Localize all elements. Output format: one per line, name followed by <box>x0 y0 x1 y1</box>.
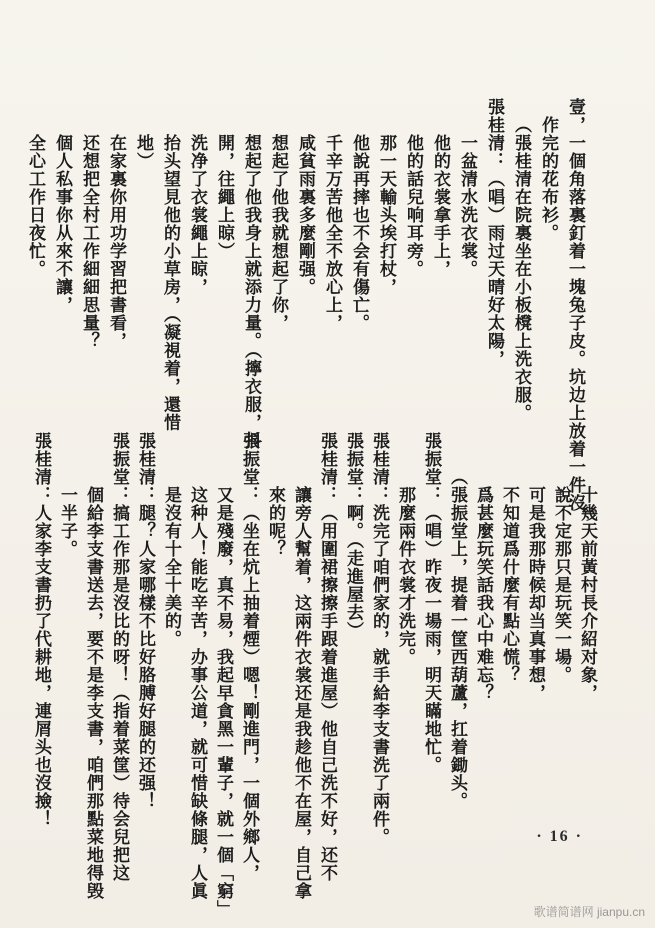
dialogue-column: 張桂清：（用圍裙擦擦手跟着進屋）他自己洗不好，还不 <box>317 432 337 882</box>
dialogue-column: 又是殘廢，真不易，我起早貪黑一輩子，就一個「窮」 <box>213 486 233 918</box>
text-column: 一盆清水洗衣裳。 <box>457 134 477 278</box>
text-column: 全心工作日夜忙。 <box>25 134 45 278</box>
dialogue-column: 讓旁人幫着，这兩件衣裳还是我趁他不在屋，自己拿 <box>291 486 311 900</box>
dialogue-column: 張桂清：洗完了咱們家的，就手給李支書洗了兩件。 <box>369 432 389 846</box>
text-column: 还想把全村工作細細思量？ <box>79 134 99 350</box>
text-column: 想起了他我就想起了你， <box>268 134 288 332</box>
page-number: · 16 · <box>536 828 583 845</box>
text-column: 可是我那時候却当真事想， <box>525 486 545 702</box>
text-column: 千辛万苦他全不放心上， <box>322 134 342 332</box>
text-column: 十幾天前黃村長介紹对象， <box>577 486 597 702</box>
dialogue-column: 这种人！能吃辛苦，办事公道，就可惜缺條腿，人眞 <box>187 486 207 900</box>
text-column: 他的話兒响耳旁。 <box>403 134 423 278</box>
dialogue-column: 一半子。 <box>57 486 77 558</box>
text-column: 在家裏你用功学習把書看， <box>106 134 126 350</box>
text-column: 想起了他我身上就添力量。（擰衣服，抖 <box>241 134 261 450</box>
text-block-top <box>25 98 585 512</box>
dialogue-column: 張振堂：搞工作那是沒比的呀！（指着菜筐）待会兒把这 <box>109 432 129 882</box>
text-column: 開，往繩上晾） <box>214 134 234 260</box>
dialogue-column: 個給李支書送去，要不是李支書，咱們那點菜地得毁 <box>83 486 103 900</box>
watermark: 歌谱简谱网 jianpu.cn <box>533 905 645 919</box>
dialogue-column: 張桂清：腿？人家哪樣不比好胳膊好腿的还强！ <box>135 432 155 810</box>
stage-direction: （張桂清在院裏坐在小板櫈上洗衣服。 <box>511 116 531 422</box>
text-column: 壹，一個角落裏釘着一塊兔子皮。坑边上放着一件沒 <box>565 98 585 512</box>
text-column: 他說再摔也不会有傷亡。 <box>349 134 369 332</box>
text-column: 張桂清：（唱）雨过天晴好太陽， <box>484 98 504 368</box>
dialogue-column: 來的呢？ <box>265 486 285 558</box>
text-column: 洗净了衣裳繩上晾， <box>187 134 207 296</box>
text-column: 地） <box>133 134 153 170</box>
text-column: 爲甚麼玩笑話我心中难忘？ <box>473 486 493 702</box>
text-column: 個人私事你从來不讓， <box>52 134 72 314</box>
text-column: 那一天輸头埃打杖， <box>376 134 396 296</box>
dialogue-column: 是沒有十全十美的。 <box>161 486 181 648</box>
stage-direction: （張振堂上，提着一筐西葫蘆，扛着鋤头。 <box>447 468 467 810</box>
dialogue-column: 張振堂：（唱）昨夜一場雨，明天瞞地忙。 <box>421 432 441 774</box>
text-column: 說不定那只是玩笑一場。 <box>551 486 571 684</box>
dialogue-column: 那麼兩件衣裳才洗完。 <box>395 486 415 666</box>
text-column: 抬头望見他的小草房，（凝視着，還惜 <box>160 134 180 432</box>
dialogue-column: 張振堂：啊。（走進屋去） <box>343 432 363 640</box>
text-column: 咸貧雨裏多麼剛强。 <box>295 134 315 296</box>
text-column: 不知道爲什麼有點心慌？ <box>499 486 519 684</box>
text-column: 他的衣裳拿手上， <box>430 134 450 278</box>
dialogue-column: 張振堂：（坐在炕上抽着煙）嗯！剛進門，一個外鄉人， <box>239 432 259 882</box>
text-column: 作完的花布衫。 <box>538 116 558 242</box>
dialogue-column: 張桂清：人家李支書扔了代耕地，連屑头也沒撿！ <box>31 432 51 828</box>
